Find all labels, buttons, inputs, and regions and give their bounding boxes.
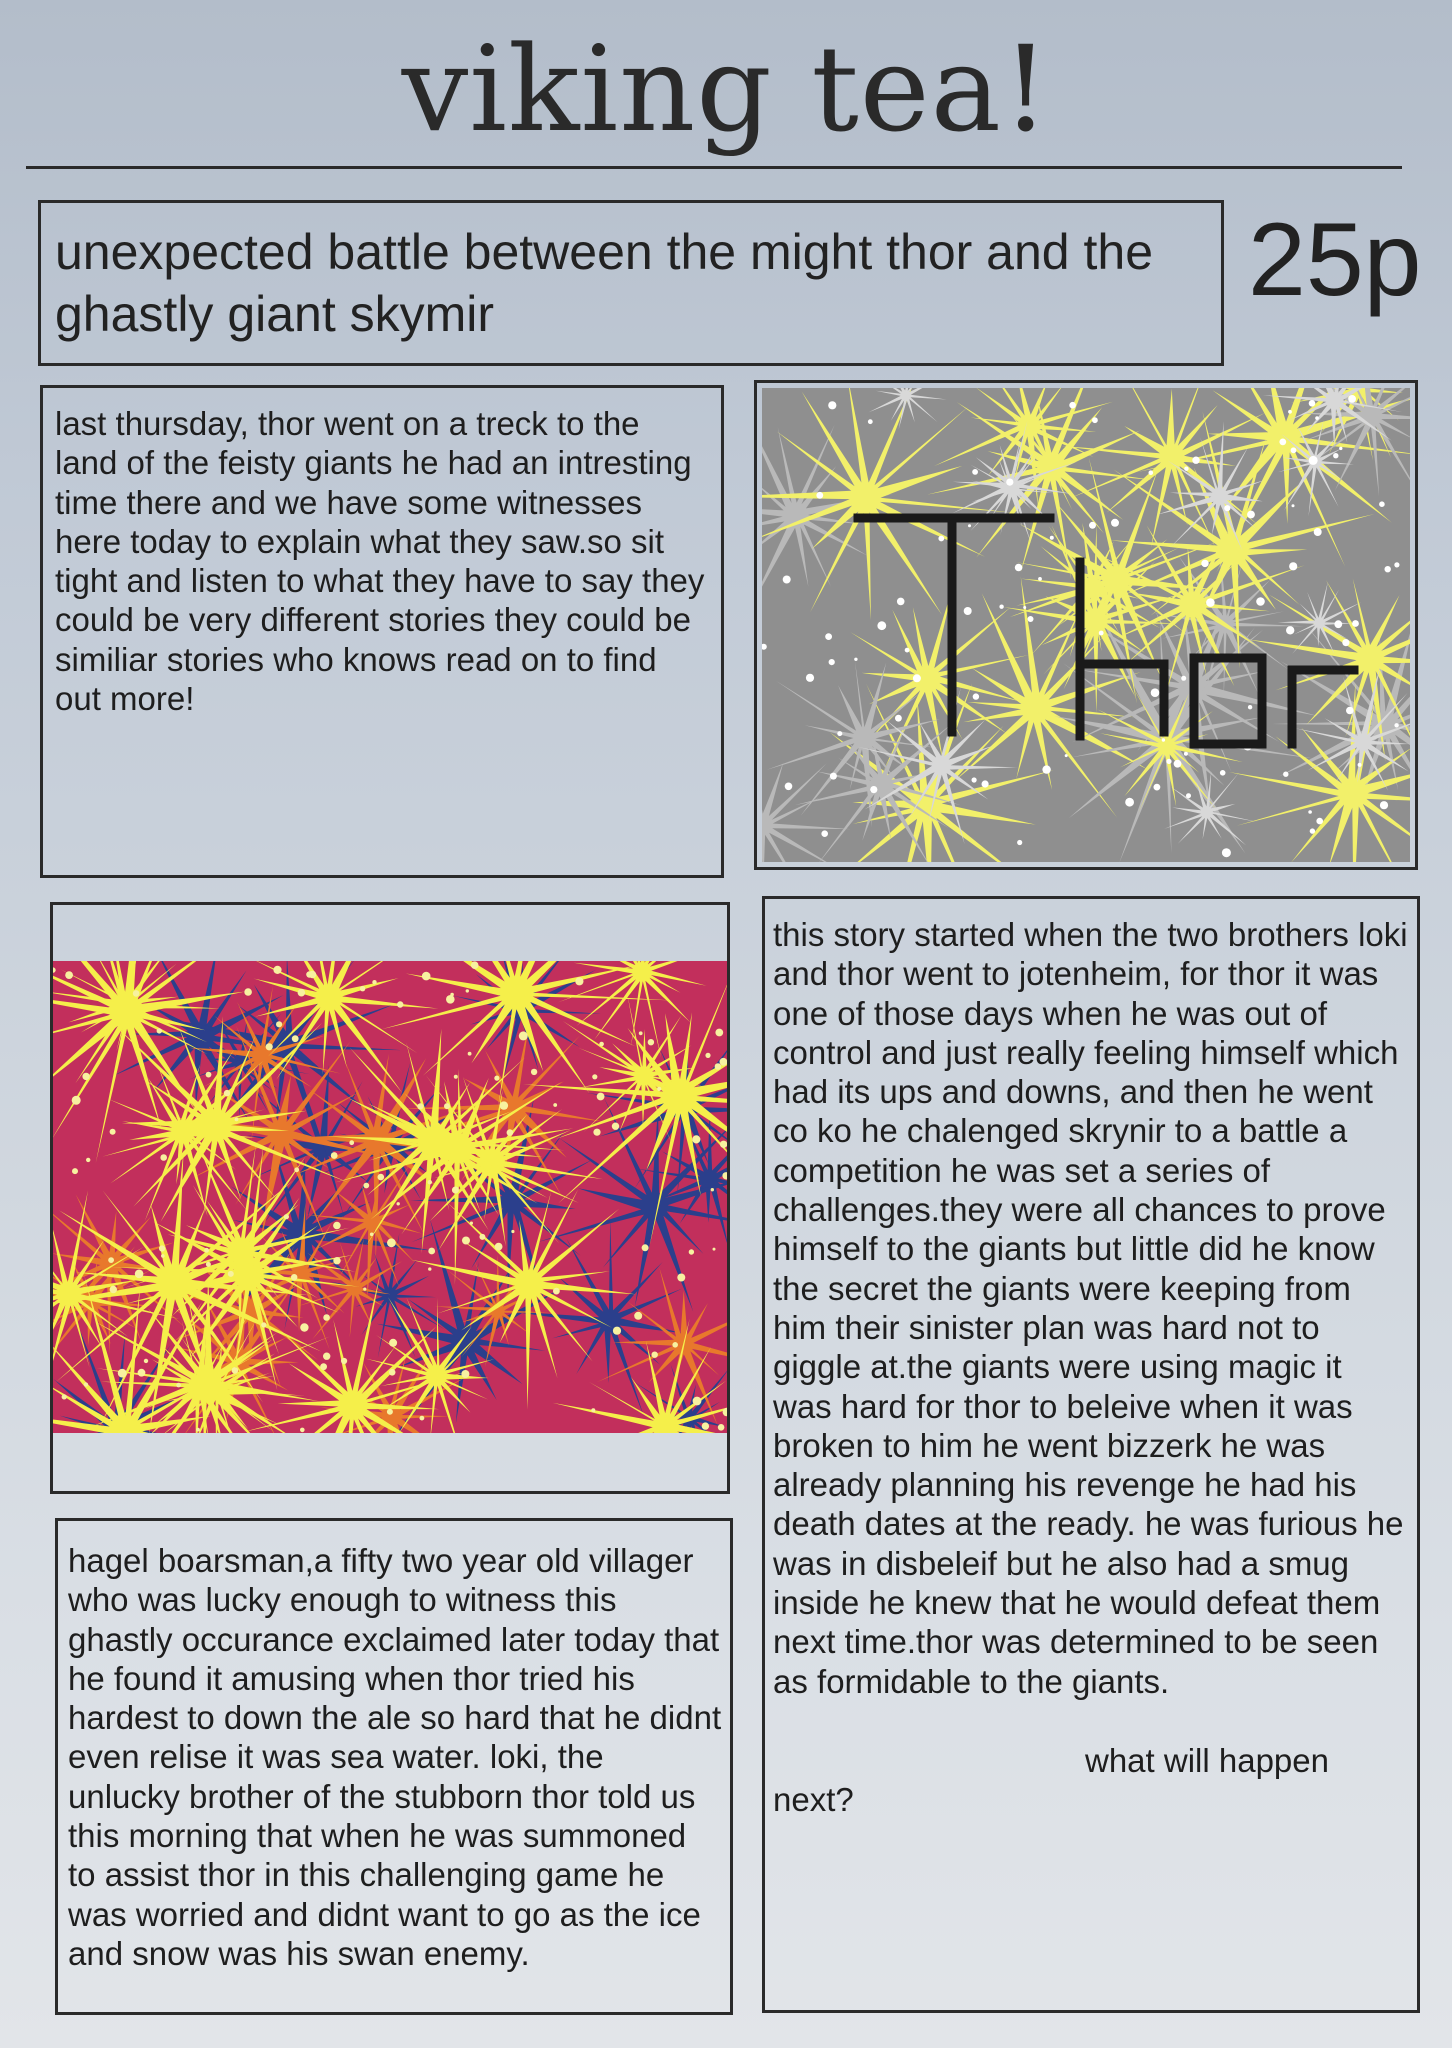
firework-image [53,961,727,1433]
headline-box: unexpected battle between the might thor and the ghastly giant skymir [38,200,1224,366]
main-story-body: this story started when the two brothers loki and thor went to jotenheim, for thor it was one of those days when he was out of control and just really feeling himself which had its ups and downs, and then he went co ko he chalenged skrynir to a battle a competition he was set a series of challenges.they were all chances to prove himself to the giants but little did he know the secret the giants were keeping from him their sinister plan was hard not to giggle at.the giants were using magic it was hard for thor to beleive when it was broken to him he went bizzerk he was already planning his revenge he had his death dates at the ready. he was furious he was in disbeleif but he also had a smug inside he knew that he would defeat them next time.thor was determined to be seen as formidable to the giants. [773,916,1408,1700]
thor-burst-artwork [762,388,1410,862]
thor-image-frame [754,380,1418,870]
firework-burst-artwork [53,961,727,1433]
witness-story: hagel boarsman,a fifty two year old villager who was lucky enough to witness this ghastly occurance exclaimed later today that he found it amusing when thor tried his hardest to down the ale so hard that he didnt even relise it was sea water. loki, the unlucky brother of the stubborn thor told us this morning that when he was summoned to assist thor in this challenging game he was worried and didnt want to go as the ice and snow was his swan enemy. [55,1518,733,2015]
closing-line-2: next? [773,1781,854,1819]
intro-story: last thursday, thor went on a treck to the land of the feisty giants he had an intresting time there and we have some witnesses here today to explain what they saw.so sit tight and listen to what they have to say they could be very different stories they could be similiar stories who knows read on to find out more! [40,385,724,878]
main-story [762,896,1420,2013]
closing-line-1: what will happen [1085,1741,1329,1779]
main-story-closing [773,1741,1409,1820]
thor-image [762,388,1410,862]
firework-image-frame [50,902,730,1494]
title-divider [26,166,1402,169]
price-label: 25p [1248,202,1422,318]
newspaper-title: viking tea! [401,20,1051,158]
